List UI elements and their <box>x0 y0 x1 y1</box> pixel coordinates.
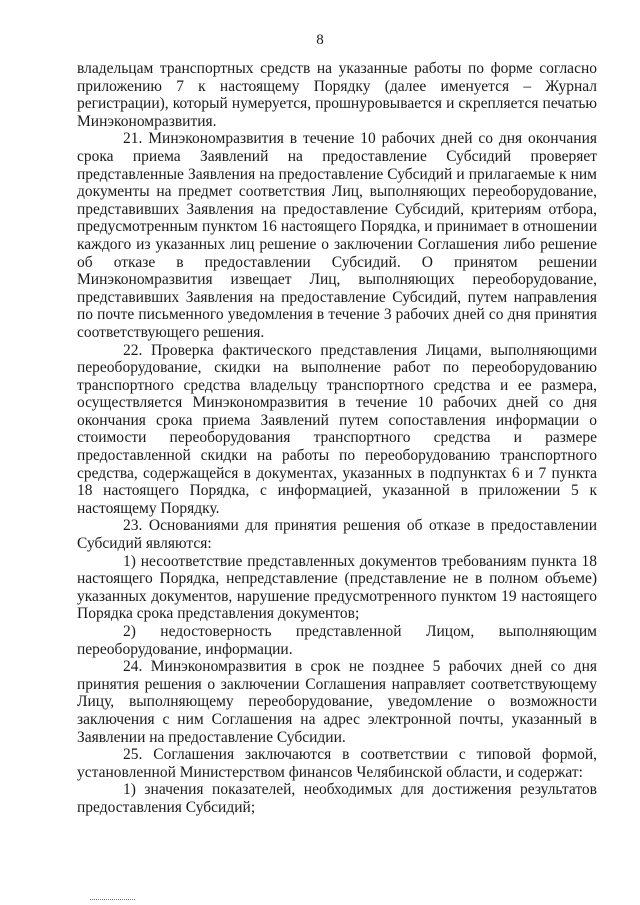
page-number: 8 <box>316 32 324 48</box>
paragraph-continuation: владельцам транспортных средств на указанные работы по форме согласно приложению 7 к настоящему Порядку (далее именуется – Журнал регистрации), который нумеруется, прошнуровывается и скрепляется печатью Минэкономразвития. <box>77 60 597 130</box>
paragraph-23: 23. Основаниями для принятия решения об отказе в предоставлении Субсидий являются: <box>77 517 597 553</box>
paragraph-22: 22. Проверка фактического представления Лицами, выполняющими переоборудование, скидки на выполнение работ по переоборудованию транспортного средства владельцу транспортного средства и ее размера, осуществляется Минэкономразвития в течение 10 рабочих дней со дня окончания срока приема Заявлений путем сопоставления информации о стоимости переоборудования транспортного средства и размере предоставленной скидки на работы по переоборудованию транспортного средства, содержащейся в документах, указанных в подпунктах 6 и 7 пункта 18 настоящего Порядка, с информацией, указанной в приложении 5 к настоящему Порядку. <box>77 341 597 517</box>
paragraph-25: 25. Соглашения заключаются в соответствии с типовой формой, установленной Министерством финансов Челябинской области, и содержат: <box>77 746 597 781</box>
paragraph-24: 24. Минэкономразвития в срок не позднее 5 рабочих дней со дня принятия решения о заключении Соглашения направляет соответствующему Лицу, выполняющему переоборудование, уведомление о возможности заключения с ним Соглашения на адрес электронной почты, указанный в Заявлении на предоставление Субсидии. <box>77 658 597 746</box>
document-body <box>77 60 597 817</box>
paragraph-21: 21. Минэкономразвития в течение 10 рабочих дней со дня окончания срока приема Заявлений на предоставление Субсидий проверяет представленные Заявления на предоставление Субсидий и прилагаемые к ним документы на предмет соответствия Лиц, выполняющих переоборудование, представивших Заявления на предоставление Субсидий, критериям отбора, предусмотренным пунктом 16 настоящего Порядка, и принимает в отношении каждого из указанных лиц решение о заключении Соглашения либо решение об отказе в предоставлении Субсидий. О принятом решении Минэкономразвития извещает Лиц, выполняющих переоборудование, представивших Заявления на предоставление Субсидий, путем направления по почте письменного уведомления в течение 3 рабочих дней со дня принятия соответствующего решения. <box>77 130 597 341</box>
paragraph-23-item-2: 2) недостоверность представленной Лицом, выполняющим переоборудование, информации. <box>77 623 597 658</box>
scan-artifact-line <box>90 899 135 901</box>
paragraph-23-item-1: 1) несоответствие представленных документов требованиям пункта 18 настоящего Порядка, непредставление (представление не в полном объеме) указанных документов, нарушение предусмотренного пунктом 19 настоящего Порядка срока представления документов; <box>77 552 597 623</box>
paragraph-25-item-1: 1) значения показателей, необходимых для достижения результатов предоставления Субсидий; <box>77 781 597 816</box>
